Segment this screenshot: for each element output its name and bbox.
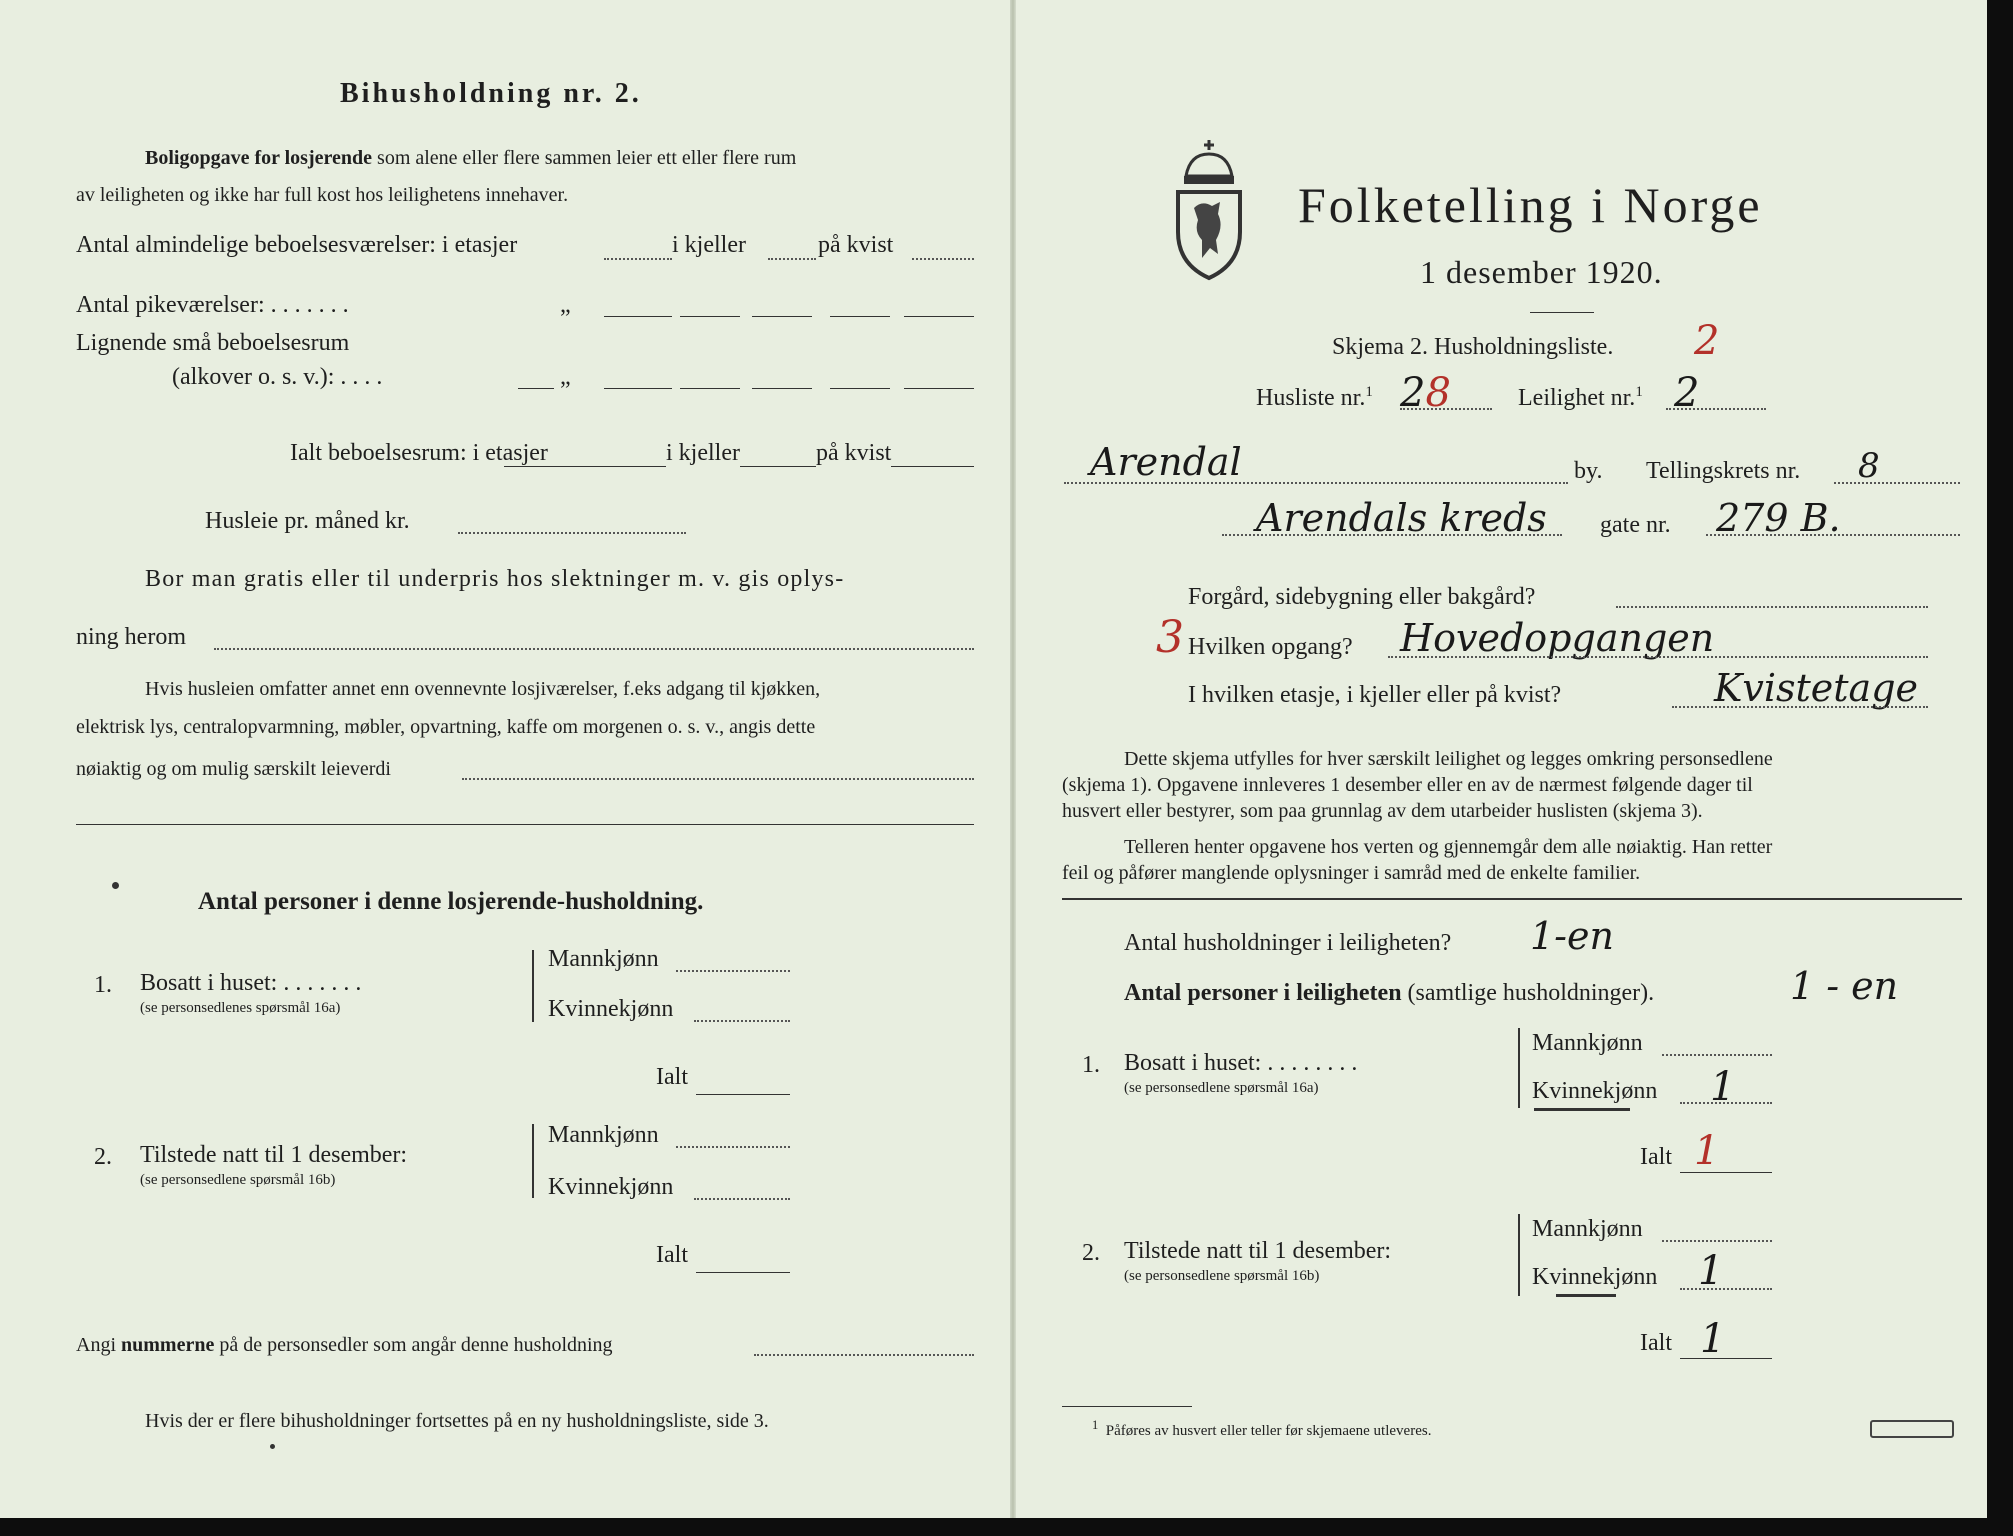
l-q1-label: Bosatt i huset: . . . . . . . bbox=[140, 970, 362, 996]
scan-edge-right bbox=[1987, 0, 2013, 1536]
leieverdi-field-2[interactable] bbox=[76, 824, 974, 825]
rooms-kvist-field[interactable] bbox=[912, 258, 974, 260]
r-q2-sub: (se personsedlene spørsmål 16b) bbox=[1124, 1268, 1320, 1284]
krets-hand: 8 bbox=[1858, 446, 1880, 486]
by-label: by. bbox=[1574, 458, 1603, 484]
pike-kjeller-field[interactable] bbox=[680, 316, 740, 317]
antal-pers-line bbox=[1124, 980, 1654, 1007]
leilighet-label: Leilighet nr.$^1$ bbox=[1518, 384, 1643, 411]
ialt-kvist-label: på kvist bbox=[816, 440, 892, 466]
r-q2-mann-label: Mannkjønn bbox=[1532, 1216, 1643, 1242]
ink-dot bbox=[270, 1444, 275, 1449]
l-q2-ialt-label: Ialt bbox=[656, 1242, 688, 1268]
intro-line-2: av leiligheten og ikke har full kost hos leilighetens innehaver. bbox=[76, 184, 569, 206]
l-q2-num: 2. bbox=[94, 1144, 112, 1170]
r-q1-mann-field[interactable] bbox=[1662, 1054, 1772, 1056]
husliste-hand-red: 8 bbox=[1425, 370, 1451, 416]
page-fold bbox=[1010, 0, 1016, 1518]
info-3: husvert eller bestyrer, som paa grunnlag av dem utarbeider huslisten (skjema 3). bbox=[1062, 800, 1703, 822]
l-q2-brace bbox=[532, 1124, 542, 1198]
angi-pre: Angi bbox=[76, 1334, 116, 1356]
etasje-hand: Kvistetage bbox=[1714, 666, 1919, 710]
husliste-sup: 1 bbox=[1365, 384, 1373, 400]
husliste-field[interactable] bbox=[1400, 408, 1492, 410]
lign-label: Lignende små beboelsesrum bbox=[76, 330, 350, 356]
by-field[interactable] bbox=[1064, 482, 1568, 484]
intro-rest: som alene eller flere sammen leier ett eller flere rum bbox=[377, 147, 797, 169]
alkover-field-5[interactable] bbox=[904, 388, 974, 389]
intro-bold: Boligopgave for losjerende bbox=[145, 147, 373, 169]
angi-line bbox=[76, 1334, 613, 1357]
r-q2-kvinne-field[interactable] bbox=[1680, 1288, 1772, 1290]
etasje-label: I hvilken etasje, i kjeller eller på kvist? bbox=[1188, 682, 1562, 708]
l-q2-mann-label: Mannkjønn bbox=[548, 1122, 659, 1148]
l-q1-mann-field[interactable] bbox=[676, 970, 790, 972]
rooms-kjeller-field[interactable] bbox=[768, 258, 816, 260]
gate-nr-hand: 279 B. bbox=[1716, 496, 1841, 540]
husleie-note-1: Hvis husleien omfatter annet enn ovennevnte losjiværelser, f.eks adgang til kjøkken, bbox=[145, 678, 821, 700]
r-q2-kvinne-label: Kvinnekjønn bbox=[1532, 1264, 1658, 1290]
r-q1-num: 1. bbox=[1082, 1052, 1100, 1078]
footnote bbox=[1092, 1418, 1431, 1440]
l-q2-label: Tilstede natt til 1 desember: bbox=[140, 1142, 408, 1168]
l-q2-kvinne-label: Kvinnekjønn bbox=[548, 1174, 674, 1200]
r-q1-ialt-label: Ialt bbox=[1640, 1144, 1672, 1170]
l-q1-sub: (se personsedlenes spørsmål 16a) bbox=[140, 1000, 341, 1016]
r-q2-kvinne-hand: 1 bbox=[1698, 1248, 1724, 1294]
leilighet-sup: 1 bbox=[1635, 384, 1643, 400]
ialt-kjeller-label: i kjeller bbox=[666, 440, 740, 466]
rooms-label: Antal almindelige beboelsesværelser: i etasjer bbox=[76, 232, 518, 258]
angi-bold: nummerne bbox=[121, 1334, 215, 1356]
l-q1-kvinne-label: Kvinnekjønn bbox=[548, 996, 674, 1022]
krets-field[interactable] bbox=[1834, 482, 1960, 484]
l-q1-mann-label: Mannkjønn bbox=[548, 946, 659, 972]
l-q2-sub: (se personsedlene spørsmål 16b) bbox=[140, 1172, 336, 1188]
forgard-field[interactable] bbox=[1616, 606, 1928, 608]
husleie-label: Husleie pr. måned kr. bbox=[205, 508, 410, 534]
gate-nr-field[interactable] bbox=[1706, 534, 1960, 536]
opgang-hand: Hovedopgangen bbox=[1400, 616, 1715, 660]
l-q2-mann-field[interactable] bbox=[676, 1146, 790, 1148]
antal-hush-label: Antal husholdninger i leiligheten? bbox=[1124, 930, 1452, 956]
left-footer: Hvis der er flere bihusholdninger fortsettes på en ny husholdningsliste, side 3. bbox=[145, 1410, 769, 1432]
husleie-field[interactable] bbox=[458, 532, 686, 534]
angi-rest: på de personsedler som angår denne husholdning bbox=[219, 1334, 613, 1356]
alkover-ditto: „ bbox=[560, 364, 571, 390]
info-2: (skjema 1). Opgavene innleveres 1 desember eller en av de nærmest følgende dager til bbox=[1062, 774, 1753, 796]
left-title: Bihusholdning nr. 2. bbox=[340, 78, 642, 109]
r-q1-kvinne-hand: 1 bbox=[1710, 1064, 1736, 1110]
r-q2-kvinne-underline bbox=[1556, 1294, 1616, 1297]
r-q1-brace bbox=[1518, 1028, 1528, 1108]
husleie-note-3: nøiaktig og om mulig særskilt leieverdi bbox=[76, 758, 391, 780]
persons-heading: Antal personer i denne losjerende-husholdning. bbox=[198, 888, 704, 915]
info-4: Telleren henter opgavene hos verten og gjennemgår dem alle nøiaktig. Han retter bbox=[1124, 836, 1773, 858]
info-rule bbox=[1062, 898, 1962, 900]
title-rule bbox=[1530, 312, 1594, 313]
r-q2-num: 2. bbox=[1082, 1240, 1100, 1266]
ialt-rooms-label: Ialt beboelsesrum: i etasjer bbox=[290, 440, 548, 466]
gratis-line-1: Bor man gratis eller til underpris hos slektninger m. v. gis oplys- bbox=[145, 566, 845, 592]
ink-dot-2 bbox=[112, 882, 119, 889]
l-q1-ialt-field[interactable] bbox=[696, 1094, 790, 1095]
pike-ditto-1: „ bbox=[560, 292, 571, 318]
r-q1-ialt-hand: 1 bbox=[1694, 1128, 1720, 1174]
intro-line-1 bbox=[145, 147, 796, 170]
krets-label: Tellingskrets nr. bbox=[1646, 458, 1801, 484]
r-q1-label: Bosatt i huset: . . . . . . . . bbox=[1124, 1050, 1358, 1076]
footnote-text: Påføres av husvert eller teller før skjemaene utleveres. bbox=[1105, 1423, 1432, 1439]
pike-etasjer-field[interactable] bbox=[604, 316, 672, 317]
l-q2-kvinne-field[interactable] bbox=[694, 1198, 790, 1200]
l-q1-kvinne-field[interactable] bbox=[694, 1020, 790, 1022]
husleie-note-2: elektrisk lys, centralopvarmning, møbler, opvartning, kaffe om morgenen o. s. v., angis dette bbox=[76, 716, 816, 738]
rooms-kjeller-label: i kjeller bbox=[672, 232, 746, 258]
antal-hush-hand: 1-en bbox=[1530, 914, 1614, 958]
skjema-label: Skjema 2. Husholdningsliste. bbox=[1332, 334, 1614, 360]
rooms-etasjer-field[interactable] bbox=[604, 258, 672, 260]
l-q1-num: 1. bbox=[94, 972, 112, 998]
pike-kvist-field-b[interactable] bbox=[830, 316, 890, 317]
opgang-label: Hvilken opgang? bbox=[1188, 634, 1353, 660]
antal-pers-rest: (samtlige husholdninger). bbox=[1407, 980, 1655, 1006]
forgard-label: Forgård, sidebygning eller bakgård? bbox=[1188, 584, 1536, 610]
gate-label: gate nr. bbox=[1600, 512, 1671, 538]
leilighet-hand: 2 bbox=[1674, 370, 1700, 416]
right-title: Folketelling i Norge bbox=[1298, 177, 1763, 233]
coat-of-arms-icon bbox=[1172, 136, 1246, 282]
footnote-rule bbox=[1062, 1406, 1192, 1407]
alkover-field-3[interactable] bbox=[752, 388, 812, 389]
husliste-hand: 28 bbox=[1400, 370, 1451, 416]
opgang-mark: 3 bbox=[1156, 612, 1184, 663]
r-q2-ialt-label: Ialt bbox=[1640, 1330, 1672, 1356]
l-q1-ialt-label: Ialt bbox=[656, 1064, 688, 1090]
leilighet-field[interactable] bbox=[1666, 408, 1766, 410]
gate-hand: Arendals kreds bbox=[1256, 496, 1547, 540]
census-date: 1 desember 1920. bbox=[1420, 254, 1663, 290]
rooms-kvist-label: på kvist bbox=[818, 232, 894, 258]
pike-label: Antal pikeværelser: . . . . . . . bbox=[76, 292, 349, 318]
etasje-field[interactable] bbox=[1672, 706, 1928, 708]
info-1: Dette skjema utfylles for hver særskilt leilighet og legges omkring personsedlene bbox=[1124, 748, 1773, 770]
l-q1-brace bbox=[532, 950, 542, 1022]
r-q1-kvinne-label: Kvinnekjønn bbox=[1532, 1078, 1658, 1104]
footnote-sup: 1 bbox=[1092, 1418, 1099, 1432]
opgang-field[interactable] bbox=[1388, 656, 1928, 658]
scan-edge-bottom bbox=[0, 1518, 2013, 1536]
antal-pers-bold: Antal personer i leiligheten bbox=[1124, 980, 1402, 1006]
r-q2-brace bbox=[1518, 1214, 1528, 1296]
r-q1-kvinne-field[interactable] bbox=[1680, 1102, 1772, 1104]
antal-pers-hand: 1 - en bbox=[1790, 964, 1899, 1008]
gratis-line-2: ning herom bbox=[76, 624, 186, 650]
info-5: feil og påfører manglende oplysninger i samråd med de enkelte familier. bbox=[1062, 862, 1641, 884]
r-q1-sub: (se personsedlene spørsmål 16a) bbox=[1124, 1080, 1319, 1096]
printer-stamp bbox=[1870, 1420, 1954, 1438]
r-q1-mann-label: Mannkjønn bbox=[1532, 1030, 1643, 1056]
r-q2-ialt-field[interactable] bbox=[1680, 1358, 1772, 1359]
pike-kvist-field-c[interactable] bbox=[904, 316, 974, 317]
alkover-label: (alkover o. s. v.): . . . . bbox=[172, 364, 383, 390]
r-q2-label: Tilstede natt til 1 desember: bbox=[1124, 1238, 1392, 1264]
r-q1-kvinne-underline bbox=[1534, 1108, 1630, 1111]
alkover-field-0[interactable] bbox=[518, 388, 554, 389]
gratis-field[interactable] bbox=[214, 648, 974, 650]
l-q2-ialt-field[interactable] bbox=[696, 1272, 790, 1273]
skjema-hand: 2 bbox=[1694, 318, 1720, 364]
r-q1-ialt-field[interactable] bbox=[1680, 1172, 1772, 1173]
by-hand: Arendal bbox=[1090, 440, 1242, 484]
pike-kvist-field-a[interactable] bbox=[752, 316, 812, 317]
r-q2-mann-field[interactable] bbox=[1662, 1240, 1772, 1242]
leieverdi-field[interactable] bbox=[462, 778, 974, 780]
alkover-field-4[interactable] bbox=[830, 388, 890, 389]
angi-field[interactable] bbox=[754, 1354, 974, 1356]
alkover-field-2[interactable] bbox=[680, 388, 740, 389]
alkover-field-1[interactable] bbox=[604, 388, 672, 389]
husliste-label: Husliste nr.$^1$ bbox=[1256, 384, 1373, 411]
gate-field[interactable] bbox=[1222, 534, 1562, 536]
r-q2-ialt-hand: 1 bbox=[1700, 1316, 1726, 1362]
